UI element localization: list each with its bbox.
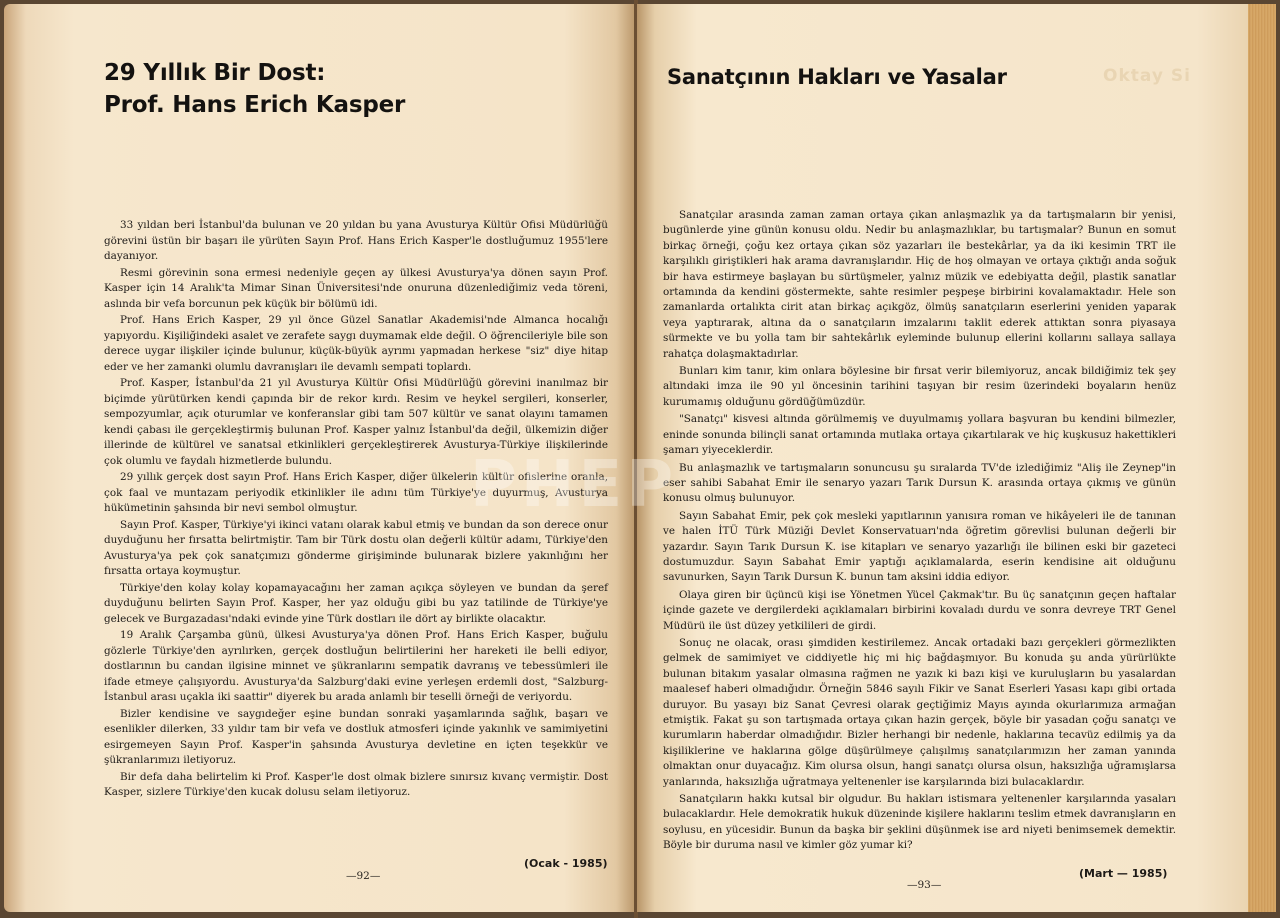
left-title-line2: Prof. Hans Erich Kasper (104, 92, 406, 118)
right-page (637, 4, 1248, 912)
paragraph: Sayın Sabahat Emir, pek çok mesleki yapıtlarının yanısıra roman ve hikâyeleri ile de tanınan ve halen İTÜ Türk Müziği Devlet Konservatuarı'nda öğretim görevlisi bulunan değerli bir yazardır. Sayın Tarık Dursun K. ise kitapları ve senaryo yazarlığı ile bilinen eski bir gazeteci dostumuzdur. Sayın Sabahat Emir yaptığı açıklamalarda, eserin kendisine ait olduğunu savunurken, Sayın Tarık Dursun K. bunun tam aksini iddia ediyor. (663, 509, 1176, 584)
page-edges (1248, 4, 1276, 912)
right-article-body (663, 208, 1176, 856)
left-page (4, 4, 636, 912)
paragraph: Resmi görevinin sona ermesi nedeniyle geçen ay ülkesi Avusturya'ya dönen sayın Prof. Kasper için 14 Aralık'ta Mimar Sinan Üniversitesi'nde onuruna düzenlediğimiz veda töreni, aslında bir vefa borcunun pek küçük bir bölümü idi. (104, 266, 608, 310)
paragraph: 29 yıllık gerçek dost sayın Prof. Hans Erich Kasper, diğer ülkelerin kültür ofislerine oranla, çok faal ve muntazam periyodik etkinlikler ile adını tüm Türkiye'ye duyurmuş, Avusturya hükümetinin şahsında bir nevi sembol olmuştur. (104, 471, 608, 514)
left-article-title (104, 57, 405, 121)
paragraph: Sanatçıların hakkı kutsal bir olgudur. Bu hakları istismara yeltenenler karşılarında yasaları bulacaklardır. Hele demokratik hukuk düzeninde kişilere haklarını teslim etmek davranışların en soylusu, en yücesidir. Bunun da başka bir şeklini düşünmek ise ard niyeti benimsemek demektir. Böyle bir duruma nasıl ve kimler göz yumar ki? (663, 793, 1176, 852)
left-dateline: (Ocak - 1985) (524, 857, 608, 870)
paragraph: Türkiye'den kolay kolay kopamayacağını her zaman açıkça söyleyen ve bundan da şeref duyduğunu belirten Sayın Prof. Kasper, her yaz olduğu gibi bu yaz tatilinde de Türkiye'ye gelecek ve Burgazadası'ndaki evinde yine Türk dostları ile dört ay birlikte olacaktır. (104, 581, 608, 625)
paragraph: Bir defa daha belirtelim ki Prof. Kasper'le dost olmak bizlere sınırsız kıvanç vermiştir. Dost Kasper, sizlere Türkiye'den kucak dolusu selam iletiyoruz. (104, 770, 608, 798)
paragraph: "Sanatçı" kisvesi altında görülmemiş ve duyulmamış yollara başvuran bu kendini bilmezler, eninde sonunda bilinçli sanat ortamında mutlaka ortaya çıkartılarak ve hiç kuşkusuz hakettikleri şamarı yiyeceklerdir. (663, 413, 1176, 457)
paragraph: Bu anlaşmazlık ve tartışmaların sonuncusu şu sıralarda TV'de izlediğimiz "Aliş ile Zeynep"in eser sahibi Sabahat Emir ile senaryo yazarı Tarık Dursun K. arasında ortaya çıkmış ve günün konusu olmuş bulunuyor. (663, 461, 1176, 505)
paragraph: Olaya giren bir üçüncü kişi ise Yönetmen Yücel Çakmak'tır. Bu üç sanatçının geçen haftalar içinde gazete ve dergilerdeki açıklamaları birbirini kovaladı durdu ve sonra devreye TRT Genel Müdürü ile üst düzey yetkilileri de girdi. (663, 588, 1176, 632)
show-through-heading: Oktay Si (1103, 66, 1191, 86)
left-article-body (104, 218, 608, 802)
paragraph: Prof. Kasper, İstanbul'da 21 yıl Avusturya Kültür Ofisi Müdürlüğü görevini inanılmaz bir biçimde yürütürken kendi çapında bir de rekor kırdı. Resim ve heykel sergileri, konserler, sempozyumlar, açık oturumlar ve konferanslar gibi tam 507 kültür ve sanat olayını tamamen kendi çabası ile gerçekleştirmiş bulunan Prof. Kasper yalnız İstanbul'da değil, ülkemizin diğer illerinde de kültürel ve sanatsal etkinlikleri gerçekleştirerek Avusturya-Türkiye ilişkilerinde çok olumlu ve faydalı hizmetlerde bulundu. (104, 377, 608, 467)
right-dateline: (Mart — 1985) (1079, 867, 1168, 880)
paragraph: Bunları kim tanır, kim onlara böylesine bir fırsat verir bilemiyoruz, ancak bildiğimiz tek şey altındaki imza ile 90 yıl öncesinin tarihini taşıyan bir resim üzerindeki boyaların henüz kurumamış olduğunu gördüğümüzdür. (663, 365, 1176, 408)
right-page-number: —93— (907, 879, 942, 891)
paragraph: Sanatçılar arasında zaman zaman ortaya çıkan anlaşmazlık ya da tartışmaların bir yenisi, bugünlerde yine günün konusu oldu. Nedir bu anlaşmazlıklar, bu tartışmalar? Bunun en somut birkaç örneği, çoğu kez ortaya çıkan söz yazarları ile bestekârlar, ya da iki kesimin TRT ile karşılıklı giriştikleri hak arama davranışlarıdır. Hiç de hoş olmayan ve ortaya çıktığı anda soğuk bir hava estirmeye başlayan bu sürtüşmeler, yalnız müzik ve edebiyatta değil, plastik sanatlar ortamında da kendini göstermekte, sahte resimler peşpeşe birbirini kovalamaktadır. Hele son zamanlarda ortalıkta cirit atan birkaç açıkgöz, ölmüş sanatçıların eserlerini yeniden yaparak veya yaptırarak, altına da o sanatçıların imzalarını taklit ederek attıktan sonra piyasaya sürmekte ve bu yolla tam bir sahtekârlık eyleminde bulunup ellerini kollarını sallaya sallaya rahatça dolaşmaktadırlar. (663, 209, 1176, 360)
paragraph: 33 yıldan beri İstanbul'da bulunan ve 20 yıldan bu yana Avusturya Kültür Ofisi Müdürlüğü görevini üstün bir başarı ile yürüten Sayın Prof. Hans Erich Kasper'le dostluğumuz 1955'lere dayanıyor. (104, 219, 608, 262)
right-article-title: Sanatçının Hakları ve Yasalar (667, 65, 1007, 89)
paragraph: Sayın Prof. Kasper, Türkiye'yi ikinci vatanı olarak kabul etmiş ve bundan da son derece onur duyduğunu her fırsatta belirtmiştir. Tam bir Türk dostu olan değerli kültür adamı, Türkiye'den Avusturya'ya pek çok sanatçımızı gönderme girişiminde bulunarak bizlere yakınlığını her fırsatta ortaya koymuştur. (104, 518, 608, 577)
paragraph: Sonuç ne olacak, orası şimdiden kestirilemez. Ancak ortadaki bazı gerçekleri görmezlikten gelmek de samimiyet ve ciddiyetle hiç mi hiç bağdaşmıyor. Bu konuda şu anda yürürlükte bulunan bitakım yasalar olmasına rağmen ne yazık ki bazı kişi ve kuruluşların bu yasalardan maalesef haberi olmadığıdır. Örneğin 5846 sayılı Fikir ve Sanat Eserleri Yasası kapı gibi ortada duruyor. Bu yasayı biz Sanat Çevresi olarak geçtiğimiz Mayıs ayında okurlarımıza armağan etmiştik. Fakat şu son tartışmada ortaya çıkan hazin gerçek, böyle bir yasadan çoğu sanatçı ve kurumların haberdar olmadığıdır. Bizler herhangi bir nedenle, haklarına tecavüz edilmiş ya da kişiliklerine ve haklarına gölge düşürülmeye çalışılmış sanatçılarımızın her zaman yanında olmaktan onur duyacağız. Kim olursa olsun, hangi sanatçı olursa olsun, haksızlığa uğramışlarsa yanlarında, haksızlığa uğratmaya yeltenenler ise karşılarında bizi bulacaklardır. (663, 636, 1176, 788)
left-title-line1: 29 Yıllık Bir Dost: (104, 60, 326, 86)
paragraph: 19 Aralık Çarşamba günü, ülkesi Avusturya'ya dönen Prof. Hans Erich Kasper, buğulu gözlerle Türkiye'den ayrılırken, gerçek dostluğun belirtilerini her hareketi ile belli ediyor, dostlarının bu candan ilgisine minnet ve şükranlarını sempatik davranış ve tebessümleri ile ifade etmeye çalışıyordu. Avusturya'da Salzburg'daki evine yerleşen erdemli dost, "Salzburg-İstanbul arası uçakla iki saattir" diyerek bu arada anlamlı bir teselli örneği de veriyordu. (104, 629, 608, 703)
left-page-number: —92— (346, 870, 381, 882)
paragraph: Bizler kendisine ve saygıdeğer eşine bundan sonraki yaşamlarında sağlık, başarı ve esenlikler dilerken, 33 yıldır tam bir vefa ve dostluk atmosferi içinde yakınlık ve samimiyetini esirgemeyen Sayın Prof. Kasper'in şahsında Avusturya devletine en içten teşekkür ve şükranlarımızı iletiyoruz. (104, 707, 608, 766)
watermark: PHEP (470, 448, 678, 522)
paragraph: Prof. Hans Erich Kasper, 29 yıl önce Güzel Sanatlar Akademisi'nde Almanca hocalığı yapıyordu. Kişiliğindeki asalet ve zerafete saygı duymamak elde değil. O öğrencileriyle bile son derece uygar ilişkiler içinde bulunur, küçük-büyük ayrımı yapmadan herkese "siz" diye hitap eder ve her zamanki olumlu davranışları ile devamlı sempati toplardı. (104, 314, 608, 373)
